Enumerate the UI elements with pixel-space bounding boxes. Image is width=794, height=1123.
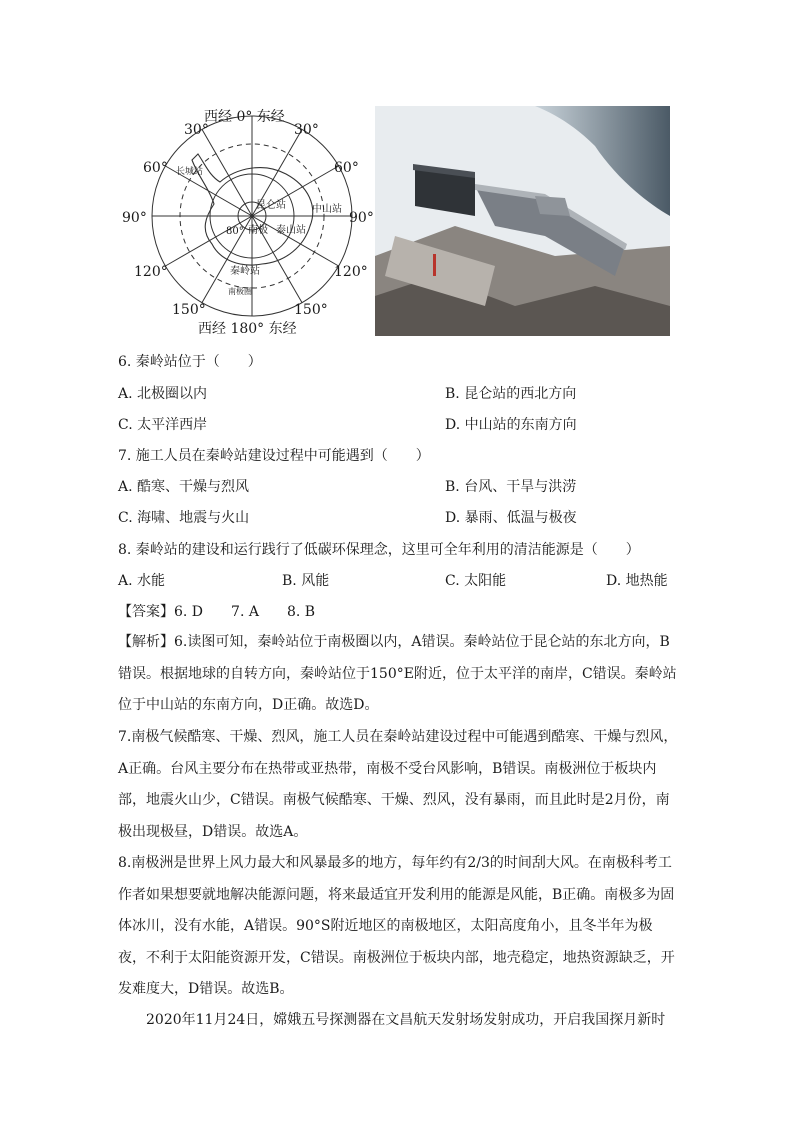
antarctic-circle-label: 南极圈	[228, 287, 252, 296]
map-top-label: 西经 0° 东经	[204, 109, 285, 125]
question-6-stem: 6. 秦岭站位于（ ）	[118, 354, 262, 370]
question-6-option-c: C. 太平洋西岸	[118, 417, 208, 433]
lon-label-e60: 60°	[334, 160, 359, 176]
station-kunlun-label: 昆仑站	[256, 200, 286, 211]
question-8-option-a: A. 水能	[118, 573, 166, 589]
answer-line: 【答案】6. D 7. A 8. B	[118, 604, 316, 620]
qinling-station-photo	[375, 106, 670, 336]
question-8-option-d: D. 地热能	[606, 573, 668, 589]
question-6-option-d: D. 中山站的东南方向	[445, 417, 577, 433]
question-7-option-c: C. 海啸、地震与火山	[118, 510, 250, 526]
map-bottom-label: 西经 180° 东经	[198, 321, 297, 337]
analysis-6: 【解析】6.读图可知，秦岭站位于南极圈以内，A错误。秦岭站位于昆仑站的东北方向，B错误。根据地球的自转方向，秦岭站位于150°E附近，位于太平洋的南岸，C错误。秦岭站位于中山站的东南方向，D正确。故选D。	[118, 634, 677, 713]
south-pole-label: 南极	[248, 225, 268, 236]
question-8-option-c: C. 太阳能	[445, 573, 507, 589]
analysis-7: 7.南极气候酷寒、干燥、烈风，施工人员在秦岭站建设过程中可能遇到酷寒、干燥与烈风，A正确。台风主要分布在热带或亚热带，南极不受台风影响，B错误。南极洲位于板块内部，地震火山少，C错误。南极气候酷寒、干燥、烈风，没有暴雨，而且此时是2月份，南极出现极昼，D错误。故选A。	[118, 729, 678, 840]
station-qinling-label: 秦岭站	[230, 266, 260, 277]
lon-label-e150: 150°	[294, 302, 328, 318]
question-7-option-d: D. 暴雨、低温与极夜	[445, 510, 577, 526]
lon-label-w90: 90°	[122, 210, 147, 226]
lon-label-w120: 120°	[134, 264, 168, 280]
station-changcheng-label: 长城站	[176, 167, 204, 177]
lon-label-e90: 90°	[349, 210, 374, 226]
next-paragraph: 2020年11月24日，嫦娥五号探测器在文昌航天发射场发射成功，开启我国探月新时	[146, 1012, 666, 1028]
lon-label-w150: 150°	[172, 302, 206, 318]
lon-label-w60: 60°	[143, 160, 168, 176]
question-7-option-b: B. 台风、干旱与洪涝	[445, 479, 577, 495]
analysis-8: 8.南极洲是世界上风力最大和风暴最多的地方，每年约有2/3的时间刮大风。在南极科考工作者如果想要就地解决能源问题，将来最适宜开发利用的能源是风能，B正确。南极多为固体冰川，没有水能，A错误。90°S附近地区的南极地区，太阳高度角小，且冬半年为极夜，不利于太阳能资源开发，C错误。南极洲位于板块内部，地壳稳定，地热资源缺乏，开发难度大，D错误。故选B。	[118, 855, 675, 997]
question-7-option-a: A. 酷寒、干燥与烈风	[118, 479, 250, 495]
station-zhongshan-label: 中山站	[312, 204, 342, 215]
lon-label-e120: 120°	[334, 264, 368, 280]
question-8-option-b: B. 风能	[282, 573, 330, 589]
question-8-stem: 8. 秦岭站的建设和运行践行了低碳环保理念，这里可全年利用的清洁能源是（ ）	[118, 542, 640, 558]
station-taishan-label: 泰山站	[276, 225, 306, 236]
lon-label-w30: 30°	[184, 122, 209, 138]
question-7-stem: 7. 施工人员在秦岭站建设过程中可能遇到（ ）	[118, 448, 430, 464]
lon-label-e30: 30°	[294, 122, 319, 138]
question-6-option-a: A. 北极圈以内	[118, 386, 208, 402]
question-6-option-b: B. 昆仑站的西北方向	[445, 386, 577, 402]
lat-80-label: 80°	[226, 226, 244, 237]
